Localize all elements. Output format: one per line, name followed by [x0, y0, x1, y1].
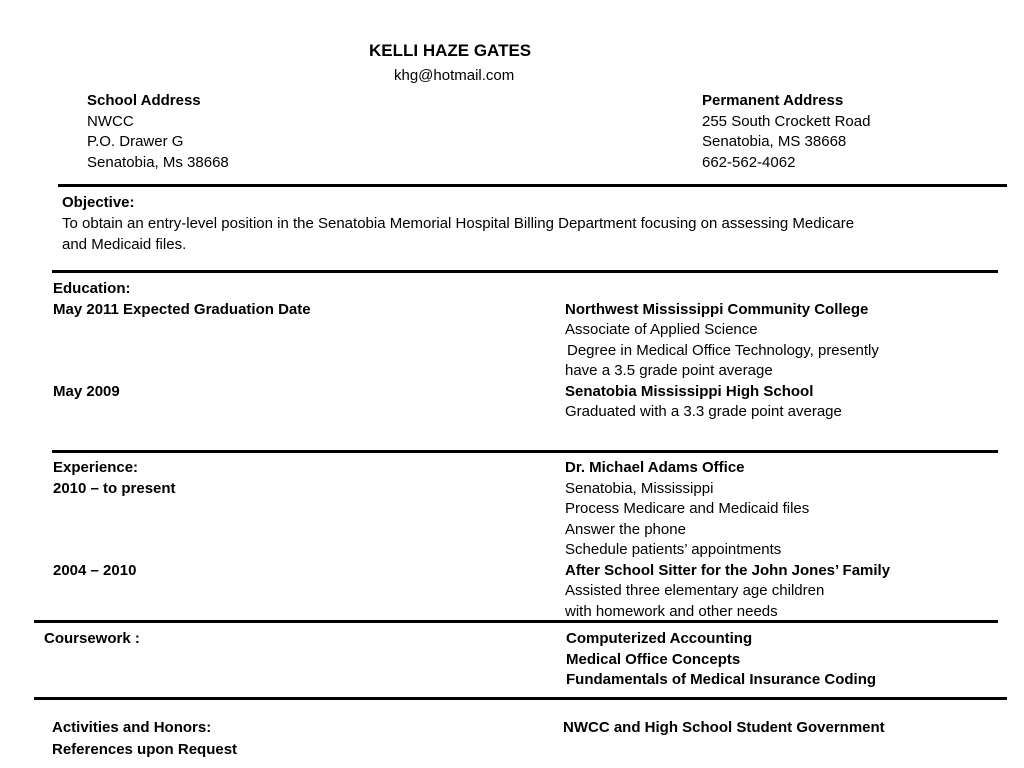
permanent-address-line: 255 South Crockett Road [702, 112, 871, 130]
section-divider [52, 450, 998, 453]
coursework-item: Fundamentals of Medical Insurance Coding [566, 671, 877, 688]
coursework-item: Medical Office Concepts [566, 650, 741, 668]
permanent-address-title: Permanent Address [702, 92, 844, 109]
education-date: May 2011 Expected Graduation Date [53, 300, 311, 318]
coursework-item: Computerized Accounting [566, 630, 753, 647]
school-address-line: Senatobia, Ms 38668 [87, 153, 229, 171]
email: khg@hotmail.com [394, 67, 515, 84]
section-divider [52, 270, 998, 273]
education-detail: Graduated with a 3.3 grade point average [565, 403, 842, 420]
experience-detail: Process Medicare and Medicaid files [565, 500, 810, 517]
school-address-line: P.O. Drawer G [87, 133, 184, 150]
school-address-line: NWCC [87, 112, 134, 130]
coursework-title: Coursework : [44, 630, 140, 647]
education-detail: Associate of Applied Science [565, 321, 758, 338]
references-note: References upon Request [52, 741, 238, 758]
experience-detail: Senatobia, Mississippi [565, 479, 714, 497]
permanent-address-line: Senatobia, MS 38668 [702, 133, 847, 150]
resume-name: KELLI HAZE GATES [369, 41, 532, 60]
experience-date: 2004 – 2010 [53, 561, 137, 579]
experience-date: 2010 – to present [53, 479, 176, 497]
school-address-title: School Address [87, 92, 201, 109]
education-institution: Senatobia Mississippi High School [565, 382, 814, 400]
objective-text: and Medicaid files. [62, 235, 187, 253]
education-title: Education: [53, 280, 131, 297]
activities-title: Activities and Honors: [52, 719, 212, 736]
experience-detail: Schedule patients’ appointments [565, 541, 782, 558]
experience-employer: After School Sitter for the John Jones’ Family [565, 561, 891, 579]
experience-detail: with homework and other needs [565, 602, 778, 620]
objective-title: Objective: [62, 194, 135, 211]
objective-text: To obtain an entry-level position in the Senatobia Memorial Hospital Billing Department focusing on assessing Medicare [62, 215, 855, 232]
education-detail: Degree in Medical Office Technology, presently [567, 341, 879, 359]
activities-value: NWCC and High School Student Government [563, 719, 885, 736]
experience-employer: Dr. Michael Adams Office [565, 459, 745, 476]
section-divider [58, 184, 1007, 187]
education-detail: have a 3.5 grade point average [565, 362, 773, 379]
experience-detail: Assisted three elementary age children [565, 582, 825, 599]
experience-detail: Answer the phone [565, 520, 686, 538]
experience-title: Experience: [53, 459, 139, 476]
permanent-address-line: 662-562-4062 [702, 153, 796, 171]
education-institution: Northwest Mississippi Community College [565, 300, 869, 318]
section-divider [34, 620, 998, 623]
section-divider [34, 697, 1007, 700]
education-date: May 2009 [53, 382, 120, 400]
